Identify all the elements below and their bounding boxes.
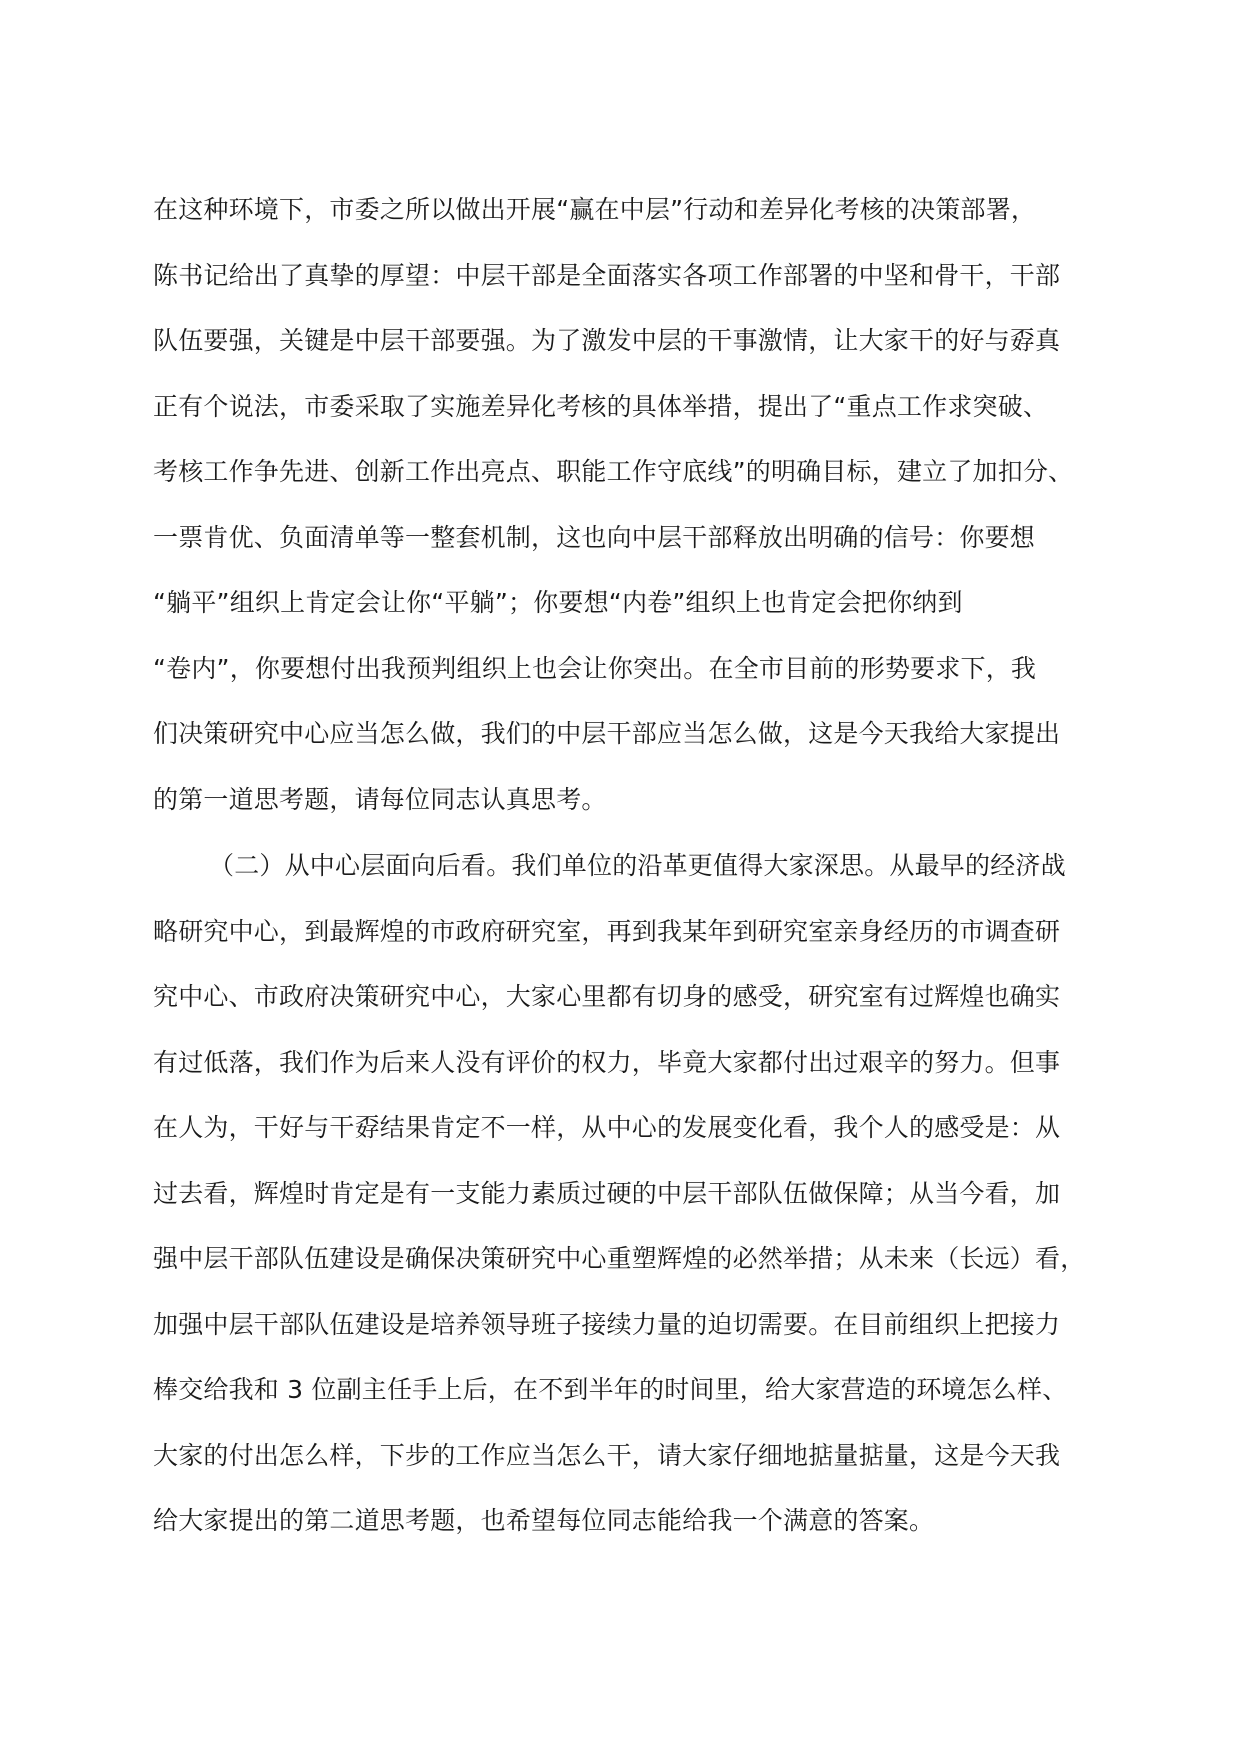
paragraph-line: 棒交给我和 3 位副主任手上后，在不到半年的时间里，给大家营造的环境怎么样、 xyxy=(153,1375,1068,1404)
paragraph-line: 队伍要强，关键是中层干部要强。为了激发中层的干事激情，让大家干的好与孬真 xyxy=(153,326,1061,355)
paragraph-line: 加强中层干部队伍建设是培养领导班子接续力量的迫切需要。在目前组织上把接力 xyxy=(153,1309,1061,1339)
paragraph-line: 给大家提出的第二道思考题，也希望每位同志能给我一个满意的答案。 xyxy=(153,1506,935,1535)
paragraph-line: 在人为，干好与干孬结果肯定不一样，从中心的发展变化看，我个人的感受是：从 xyxy=(153,1113,1061,1142)
paragraph-line: 正有个说法，市委采取了实施差异化考核的具体举措，提出了“重点工作求突破、 xyxy=(153,391,1049,421)
paragraph-line: “躺平”组织上肯定会让你“平躺”；你要想“内卷”组织上也肯定会把你纳到 xyxy=(153,588,963,617)
paragraph-line: 过去看，辉煌时肯定是有一支能力素质过硬的中层干部队伍做保障；从当今看，加 xyxy=(153,1178,1061,1208)
paragraph-line: 在这种环境下，市委之所以做出开展“赢在中层”行动和差异化考核的决策部署， xyxy=(153,195,1037,224)
paragraph-2 xyxy=(153,844,1093,1565)
paragraph-line: 考核工作争先进、创新工作出亮点、职能工作守底线”的明确目标，建立了加扣分、 xyxy=(153,457,1074,486)
paragraph-line: 的第一道思考题，请每位同志认真思考。 xyxy=(153,784,607,814)
paragraph-line: 大家的付出怎么样，下步的工作应当怎么干，请大家仔细地掂量掂量，这是今天我 xyxy=(153,1440,1061,1470)
paragraph-line: “卷内”，你要想付出我预判组织上也会让你突出。在全市目前的形势要求下，我 xyxy=(153,653,1037,683)
paragraph-line: 们决策研究中心应当怎么做，我们的中层干部应当怎么做，这是今天我给大家提出 xyxy=(153,719,1061,748)
paragraph-line: 陈书记给出了真挚的厚望：中层干部是全面落实各项工作部署的中坚和骨干，干部 xyxy=(153,260,1061,290)
paragraph-line: 究中心、市政府决策研究中心，大家心里都有切身的感受，研究室有过辉煌也确实 xyxy=(153,982,1061,1011)
paragraph-line: 一票肯优、负面清单等一整套机制，这也向中层干部释放出明确的信号：你要想 xyxy=(153,522,1036,552)
paragraph-line: 强中层干部队伍建设是确保决策研究中心重塑辉煌的必然举措；从未来（长远）看， xyxy=(153,1244,1086,1273)
paragraph-line: （二）从中心层面向后看。我们单位的沿革更值得大家深思。从最早的经济战 xyxy=(209,851,1066,880)
paragraph-line: 略研究中心，到最辉煌的市政府研究室，再到我某年到研究室亲身经历的市调查研 xyxy=(153,916,1061,946)
paragraph-line: 有过低落，我们作为后来人没有评价的权力，毕竟大家都付出过艰辛的努力。但事 xyxy=(153,1047,1061,1077)
paragraph-1 xyxy=(153,188,1093,843)
